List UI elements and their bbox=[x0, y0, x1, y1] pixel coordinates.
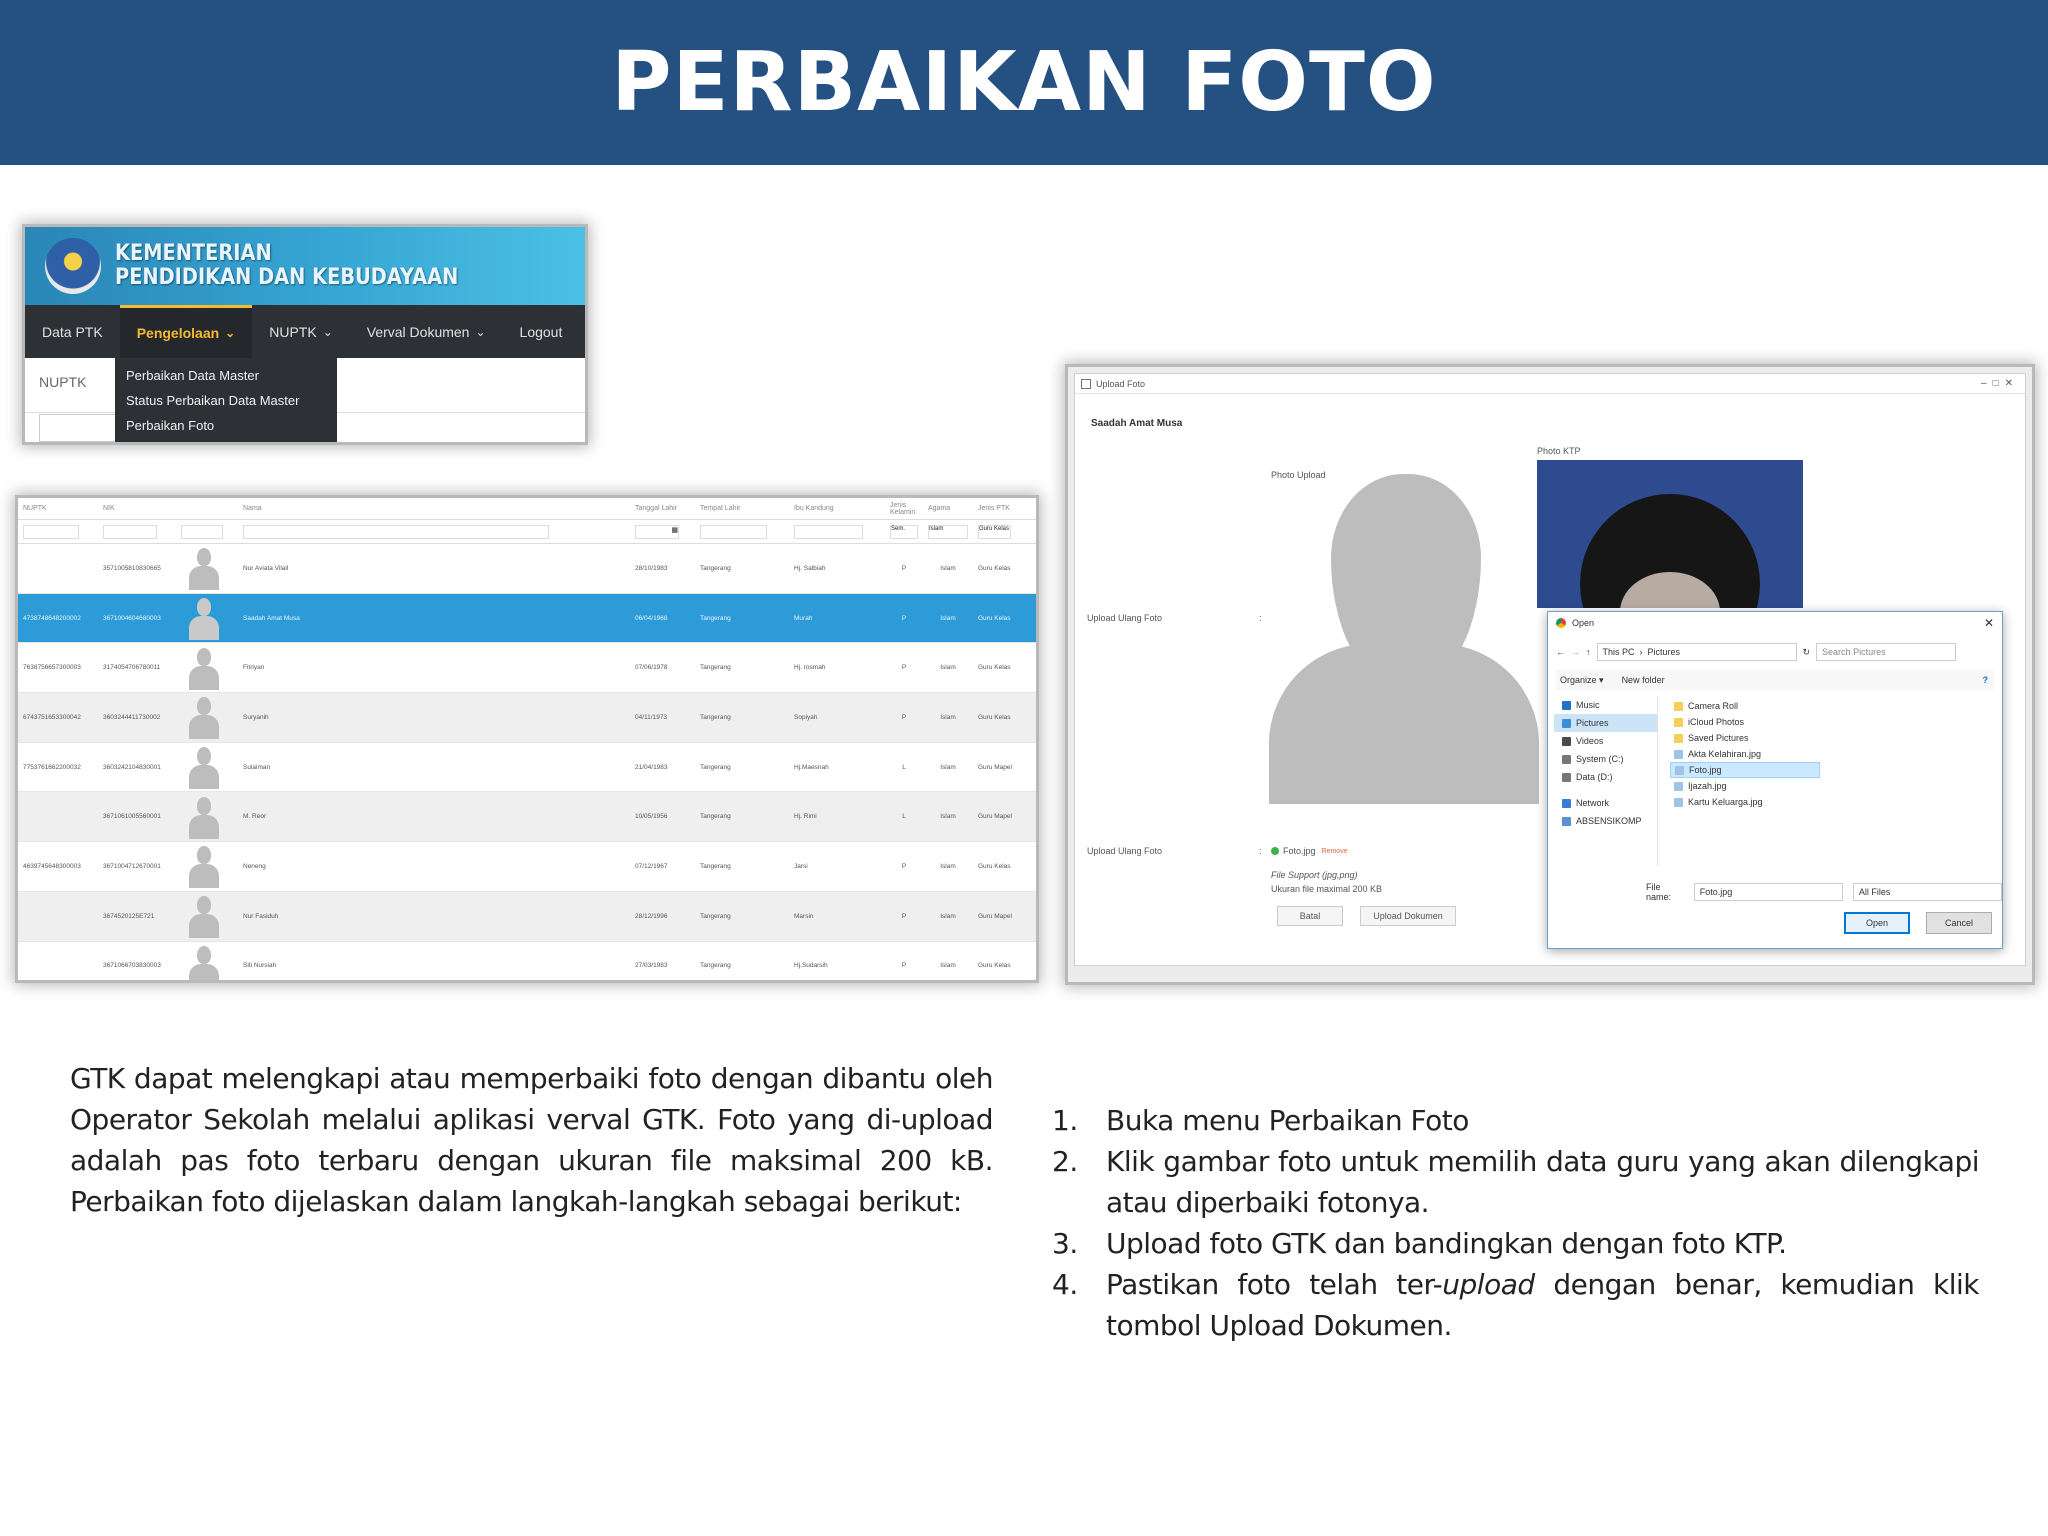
list-item: 1. Buka menu Perbaikan Foto bbox=[1052, 1104, 1469, 1137]
portal-body bbox=[25, 358, 585, 442]
file-item[interactable]: Foto.jpg bbox=[1670, 762, 1820, 778]
cell-tgl: 06/04/1968 bbox=[635, 614, 668, 622]
image-file-icon bbox=[1674, 750, 1683, 759]
nav-item-pictures[interactable]: Pictures bbox=[1554, 714, 1657, 732]
photo-ktp-label: Photo KTP bbox=[1537, 446, 1581, 456]
cell-tgl: 04/11/1973 bbox=[635, 713, 668, 721]
photo-cell bbox=[176, 544, 238, 593]
cell-ibu: Murah bbox=[794, 614, 813, 622]
cell-tgl: 07/06/1978 bbox=[635, 664, 668, 672]
table-filter-row bbox=[18, 520, 1036, 544]
upload-foto-window bbox=[1074, 373, 2026, 966]
col-header-agama: Agama bbox=[928, 505, 951, 512]
drive-folder-icon bbox=[1562, 755, 1571, 764]
dialog-nav-pane bbox=[1554, 696, 1658, 866]
dialog-file-list bbox=[1670, 698, 1870, 810]
cell-agama: Islam bbox=[940, 813, 956, 821]
col-header-nuptk: NUPTK bbox=[23, 505, 47, 512]
cell-nama: Saadah Amat Musa bbox=[243, 614, 300, 622]
file-item[interactable]: Ijazah.jpg bbox=[1670, 778, 1820, 794]
photo-upload-label: Photo Upload bbox=[1271, 470, 1326, 480]
file-item[interactable]: Saved Pictures bbox=[1670, 730, 1820, 746]
slide-title: PERBAIKAN FOTO bbox=[611, 35, 1437, 130]
help-icon[interactable]: ? bbox=[1982, 675, 1988, 685]
person-silhouette-icon[interactable] bbox=[189, 894, 219, 938]
person-silhouette-icon[interactable] bbox=[189, 844, 219, 888]
cell-agama: Islam bbox=[940, 564, 956, 572]
cell-nama: Siti Nursiah bbox=[243, 962, 277, 970]
cell-tempat: Tangerang bbox=[700, 813, 731, 821]
cell-jenis: Guru Mapel bbox=[978, 763, 1012, 771]
cell-nuptk: 6743751653300042 bbox=[23, 713, 81, 721]
table-row[interactable] bbox=[18, 544, 1036, 594]
cell-nik: 3671004604680003 bbox=[103, 614, 161, 622]
photo-cell bbox=[176, 892, 238, 941]
drive-folder-icon bbox=[1562, 773, 1571, 782]
person-silhouette-icon[interactable] bbox=[189, 646, 219, 690]
person-silhouette-icon[interactable] bbox=[189, 944, 219, 980]
search-pictures-input[interactable]: Search Pictures bbox=[1816, 643, 1956, 661]
cell-nik: 3671004712670001 bbox=[103, 862, 161, 870]
file-name-label: File name: bbox=[1646, 882, 1672, 902]
cell-agama: Islam bbox=[940, 713, 956, 721]
cell-nama: Sulaiman bbox=[243, 763, 271, 771]
list-item: 4. Pastikan foto telah ter-upload dengan benar, kemudian klik tombol Upload Dokumen. bbox=[1052, 1268, 1979, 1342]
filter-nama-input[interactable] bbox=[243, 525, 549, 539]
cell-nama: Suryanih bbox=[243, 713, 269, 721]
cell-nama: Fitriyan bbox=[243, 664, 265, 672]
filter-jk-select[interactable]: Sem. bbox=[890, 525, 918, 539]
nav-item-videos[interactable]: Videos bbox=[1554, 732, 1657, 750]
kemdikbud-logo-icon bbox=[45, 238, 101, 294]
cell-jenis: Guru Kelas bbox=[978, 862, 1011, 870]
cell-agama: Islam bbox=[940, 962, 956, 970]
folder-icon bbox=[1674, 702, 1683, 711]
cell-jk: P bbox=[901, 962, 907, 970]
table-body bbox=[18, 544, 1036, 980]
cell-jk: P bbox=[901, 912, 907, 920]
person-silhouette-icon[interactable] bbox=[189, 695, 219, 739]
dialog-titlebar: Open bbox=[1548, 612, 2002, 634]
file-name-row bbox=[1646, 882, 2002, 902]
cell-ibu: Sopiyah bbox=[794, 713, 818, 721]
uploaded-file: Foto.jpg Remove bbox=[1271, 846, 1348, 856]
cell-jk: L bbox=[902, 813, 906, 821]
cell-nik: 3671066703830003 bbox=[103, 962, 161, 970]
nav-item-absensikomp[interactable]: ABSENSIKOMP bbox=[1554, 812, 1657, 830]
photo-cell bbox=[176, 942, 238, 981]
table-row[interactable] bbox=[18, 643, 1036, 693]
file-type-select[interactable]: All Files bbox=[1853, 883, 2002, 901]
person-silhouette-icon[interactable] bbox=[189, 596, 219, 640]
dialog-toolbar bbox=[1556, 670, 1994, 690]
table-row[interactable] bbox=[18, 743, 1036, 793]
cell-jenis: Guru Kelas bbox=[978, 564, 1011, 572]
cell-nik: 3603242104830001 bbox=[103, 763, 161, 771]
forward-arrow-icon[interactable]: → bbox=[1571, 647, 1580, 657]
nav-data-ptk[interactable]: Data PTK bbox=[42, 323, 103, 340]
status-dot-icon bbox=[1271, 847, 1279, 855]
cell-nuptk: 4738748648200002 bbox=[23, 614, 81, 622]
cell-jk: L bbox=[902, 763, 906, 771]
open-button[interactable]: Open bbox=[1844, 912, 1910, 934]
filter-agama-select[interactable]: Islam bbox=[928, 525, 968, 539]
cell-agama: Islam bbox=[940, 862, 956, 870]
cell-ibu: Hj. rosmah bbox=[794, 664, 826, 672]
cell-tgl: 28/10/1983 bbox=[635, 564, 668, 572]
list-item: 2. Klik gambar foto untuk memilih data guru yang akan dilengkapi atau diperbaiki fotonya. bbox=[1052, 1145, 1979, 1219]
refresh-icon[interactable]: ↻ bbox=[1802, 646, 1811, 657]
cell-ibu: Hj.Sudarsih bbox=[794, 962, 828, 970]
file-item[interactable]: Akta Kelahiran.jpg bbox=[1670, 746, 1820, 762]
cell-jenis: Guru Kelas bbox=[978, 614, 1011, 622]
photo-cell bbox=[176, 792, 238, 841]
filter-ibu-input[interactable] bbox=[794, 525, 863, 539]
file-support-note: File Support (jpg,png) bbox=[1271, 870, 1358, 880]
cell-jenis: Guru Kelas bbox=[978, 962, 1011, 970]
cell-tempat: Tangerang bbox=[700, 713, 731, 721]
up-arrow-icon[interactable]: ↑ bbox=[1586, 647, 1591, 657]
cell-jk: P bbox=[901, 862, 907, 870]
nuptk-label: NUPTK bbox=[39, 374, 87, 390]
photo-cell bbox=[176, 643, 238, 692]
menu-perbaikan-foto[interactable]: Perbaikan Foto bbox=[126, 418, 215, 433]
cell-tgl: 10/05/1956 bbox=[635, 813, 668, 821]
file-name-input[interactable]: Foto.jpg bbox=[1694, 883, 1843, 901]
col-header-tempat-lahir: Tempat Lahir bbox=[700, 505, 741, 512]
cell-nama: M. Reor bbox=[243, 813, 267, 821]
open-file-dialog bbox=[1547, 611, 2003, 949]
cell-agama: Islam bbox=[940, 614, 956, 622]
cell-nik: 3671061005560001 bbox=[103, 813, 161, 821]
cell-nuptk bbox=[18, 544, 98, 593]
upload-dokumen-button[interactable]: Upload Dokumen bbox=[1360, 906, 1456, 926]
upload-ulang-label-1: Upload Ulang Foto bbox=[1087, 613, 1163, 623]
cell-tgl: 21/04/1983 bbox=[635, 763, 668, 771]
cell-nuptk bbox=[18, 892, 98, 941]
table-row[interactable] bbox=[18, 792, 1036, 842]
cancel-button[interactable]: Cancel bbox=[1926, 912, 1992, 934]
filter-jenis-select[interactable]: Guru Kelas bbox=[978, 525, 1011, 539]
nav-verval-dokumen[interactable]: Verval Dokumen ⌄ bbox=[366, 323, 486, 340]
cell-jk: P bbox=[901, 614, 907, 622]
cell-tempat: Tangerang bbox=[700, 614, 731, 622]
filter-nuptk-input[interactable] bbox=[23, 525, 79, 539]
person-silhouette-icon[interactable] bbox=[189, 745, 219, 789]
cell-tempat: Tangerang bbox=[700, 912, 731, 920]
col-header-nama: Nama bbox=[243, 505, 262, 512]
cell-jk: P bbox=[901, 664, 907, 672]
filter-tempat-input[interactable] bbox=[700, 525, 767, 539]
drive-folder-icon bbox=[1562, 701, 1571, 710]
cell-ibu: Hj.Maesnah bbox=[794, 763, 829, 771]
list-item: 3. Upload foto GTK dan bandingkan dengan foto KTP. bbox=[1052, 1227, 1787, 1260]
col-header-ibu-kandung: Ibu Kandung bbox=[794, 505, 834, 512]
cell-jk: P bbox=[901, 564, 907, 572]
folder-icon bbox=[1674, 734, 1683, 743]
table-header bbox=[18, 498, 1036, 520]
menu-status-perbaikan-data-master[interactable]: Status Perbaikan Data Master bbox=[126, 393, 300, 408]
person-silhouette-icon[interactable] bbox=[189, 546, 219, 590]
photo-cell bbox=[176, 594, 238, 643]
new-folder-button[interactable]: New folder bbox=[1621, 675, 1665, 685]
gtk-table-screenshot bbox=[18, 498, 1036, 980]
cell-nik: 3674520125E721 bbox=[103, 912, 155, 920]
image-file-icon bbox=[1674, 782, 1683, 791]
cell-jenis: Guru Kelas bbox=[978, 713, 1011, 721]
ktp-photo bbox=[1537, 460, 1803, 608]
close-icon[interactable]: ✕ bbox=[1983, 616, 1994, 630]
menu-perbaikan-data-master[interactable]: Perbaikan Data Master bbox=[126, 368, 259, 383]
drive-folder-icon bbox=[1562, 799, 1571, 808]
cell-agama: Islam bbox=[940, 912, 956, 920]
chevron-down-icon: ⌄ bbox=[225, 326, 236, 340]
cell-nik: 3174054706780011 bbox=[103, 664, 161, 672]
cell-nuptk: 7638756657300003 bbox=[23, 664, 81, 672]
folder-icon bbox=[1674, 718, 1683, 727]
nav-item-data-d[interactable]: Data (D:) bbox=[1554, 768, 1657, 786]
cell-nama: Nur Aviata Vilail bbox=[243, 564, 289, 572]
col-header-tanggal-lahir: Tanggal Lahir bbox=[635, 505, 678, 512]
cell-jenis: Guru Mapel bbox=[978, 813, 1012, 821]
filter-foto-input[interactable] bbox=[181, 525, 223, 539]
address-bar bbox=[1556, 642, 1994, 662]
window-controls[interactable]: –□✕ bbox=[1981, 378, 2019, 389]
organize-button[interactable]: Organize ▾ bbox=[1560, 674, 1604, 685]
cell-agama: Islam bbox=[940, 763, 956, 771]
nav-logout[interactable]: Logout bbox=[519, 323, 563, 340]
upload-ulang-label-2: Upload Ulang Foto bbox=[1087, 846, 1163, 856]
cell-jenis: Guru Kelas bbox=[978, 664, 1011, 672]
colon-1: : bbox=[1259, 613, 1262, 623]
cell-nik: 3571005810830665 bbox=[103, 564, 161, 572]
photo-placeholder[interactable] bbox=[1269, 474, 1539, 804]
intro-paragraph: GTK dapat melengkapi atau memperbaiki foto dengan dibantu oleh Operator Sekolah melalui aplikasi verval GTK. Foto yang di-upload adalah pas foto terbaru dengan ukuran file maksimal 200 kB. Perbaikan foto dijelaskan dalam langkah-langkah sebagai berikut: bbox=[70, 1062, 993, 1218]
table-row[interactable] bbox=[18, 693, 1036, 743]
path-input[interactable]: This PC › Pictures bbox=[1597, 643, 1797, 661]
filter-date-input[interactable]: ▦ bbox=[635, 525, 679, 539]
remove-link[interactable]: Remove bbox=[1321, 847, 1348, 855]
cell-ibu: Hj. Rimi bbox=[794, 813, 817, 821]
batal-button[interactable]: Batal bbox=[1277, 906, 1343, 926]
cell-ibu: Marsin bbox=[794, 912, 814, 920]
upload-foto-screenshot bbox=[1068, 367, 2032, 982]
portal-menu-screenshot bbox=[25, 227, 585, 442]
photo-cell bbox=[176, 693, 238, 742]
cell-tempat: Tangerang bbox=[700, 962, 731, 970]
nav-item-system-c[interactable]: System (C:) bbox=[1554, 750, 1657, 768]
drive-folder-icon bbox=[1562, 719, 1571, 728]
chevron-down-icon: ⌄ bbox=[475, 324, 486, 339]
cell-ibu: Jarsi bbox=[794, 862, 808, 870]
file-item[interactable]: Camera Roll bbox=[1670, 698, 1820, 714]
cell-nuptk bbox=[18, 792, 98, 841]
steps-list bbox=[1052, 1100, 1979, 1346]
col-header-foto bbox=[176, 498, 238, 519]
col-header-nik: NIK bbox=[103, 505, 115, 512]
nav-pengelolaan[interactable]: Pengelolaan ⌄ bbox=[120, 305, 253, 358]
file-item[interactable]: Kartu Keluarga.jpg bbox=[1670, 794, 1820, 810]
portal-nav bbox=[25, 305, 585, 358]
table-row[interactable] bbox=[18, 594, 1036, 644]
portal-brand: KEMENTERIAN PENDIDIKAN DAN KEBUDAYAAN bbox=[115, 241, 459, 290]
cell-nuptk bbox=[18, 942, 98, 981]
photo-cell bbox=[176, 743, 238, 792]
dialog-buttons bbox=[1844, 912, 1992, 934]
drive-folder-icon bbox=[1562, 817, 1571, 826]
cell-tempat: Tangerang bbox=[700, 664, 731, 672]
file-item[interactable]: iCloud Photos bbox=[1670, 714, 1820, 730]
cell-nuptk: 4639745648300003 bbox=[23, 862, 81, 870]
cell-tgl: 07/12/1967 bbox=[635, 862, 668, 870]
cell-tgl: 28/12/1996 bbox=[635, 912, 668, 920]
portal-banner bbox=[25, 227, 585, 305]
person-silhouette-icon[interactable] bbox=[189, 795, 219, 839]
table-row[interactable] bbox=[18, 892, 1036, 942]
cell-agama: Islam bbox=[940, 664, 956, 672]
cell-nik: 3603244411730002 bbox=[103, 713, 161, 721]
window-titlebar: Upload Foto bbox=[1075, 374, 2025, 394]
nav-nuptk[interactable]: NUPTK ⌄ bbox=[269, 323, 333, 340]
slide-header bbox=[0, 0, 2048, 165]
nav-item-music[interactable]: Music bbox=[1554, 696, 1657, 714]
cell-nuptk: 7753761662200032 bbox=[23, 763, 81, 771]
table-row[interactable] bbox=[18, 942, 1036, 981]
chevron-down-icon: ⌄ bbox=[322, 324, 333, 339]
window-icon bbox=[1081, 379, 1091, 389]
chrome-icon bbox=[1556, 618, 1566, 628]
pengelolaan-dropdown bbox=[115, 358, 337, 442]
cell-nama: Neneng bbox=[243, 862, 266, 870]
nav-item-network[interactable]: Network bbox=[1554, 794, 1657, 812]
cell-tgl: 27/03/1983 bbox=[635, 962, 668, 970]
cell-tempat: Tangerang bbox=[700, 763, 731, 771]
cell-ibu: Hj. Salbiah bbox=[794, 564, 826, 572]
cell-nama: Nur Fasiduh bbox=[243, 912, 279, 920]
cell-jenis: Guru Mapel bbox=[978, 912, 1012, 920]
col-header-jenis-kelamin: Jenis Kelamin bbox=[890, 501, 916, 516]
back-arrow-icon[interactable]: ← bbox=[1556, 647, 1565, 657]
drive-folder-icon bbox=[1562, 737, 1571, 746]
table-row[interactable] bbox=[18, 842, 1036, 892]
cell-jk: P bbox=[901, 713, 907, 721]
filter-nik-input[interactable] bbox=[103, 525, 157, 539]
col-header-jenis-ptk: Jenis PTK bbox=[978, 505, 1010, 512]
colon-2: : bbox=[1259, 846, 1262, 856]
silhouette-body bbox=[1269, 644, 1539, 804]
file-size-note: Ukuran file maximal 200 KB bbox=[1271, 884, 1383, 894]
cell-tempat: Tangerang bbox=[700, 564, 731, 572]
image-file-icon bbox=[1674, 798, 1683, 807]
person-name: Saadah Amat Musa bbox=[1091, 418, 1183, 429]
image-file-icon bbox=[1675, 766, 1684, 775]
photo-cell bbox=[176, 842, 238, 891]
cell-tempat: Tangerang bbox=[700, 862, 731, 870]
